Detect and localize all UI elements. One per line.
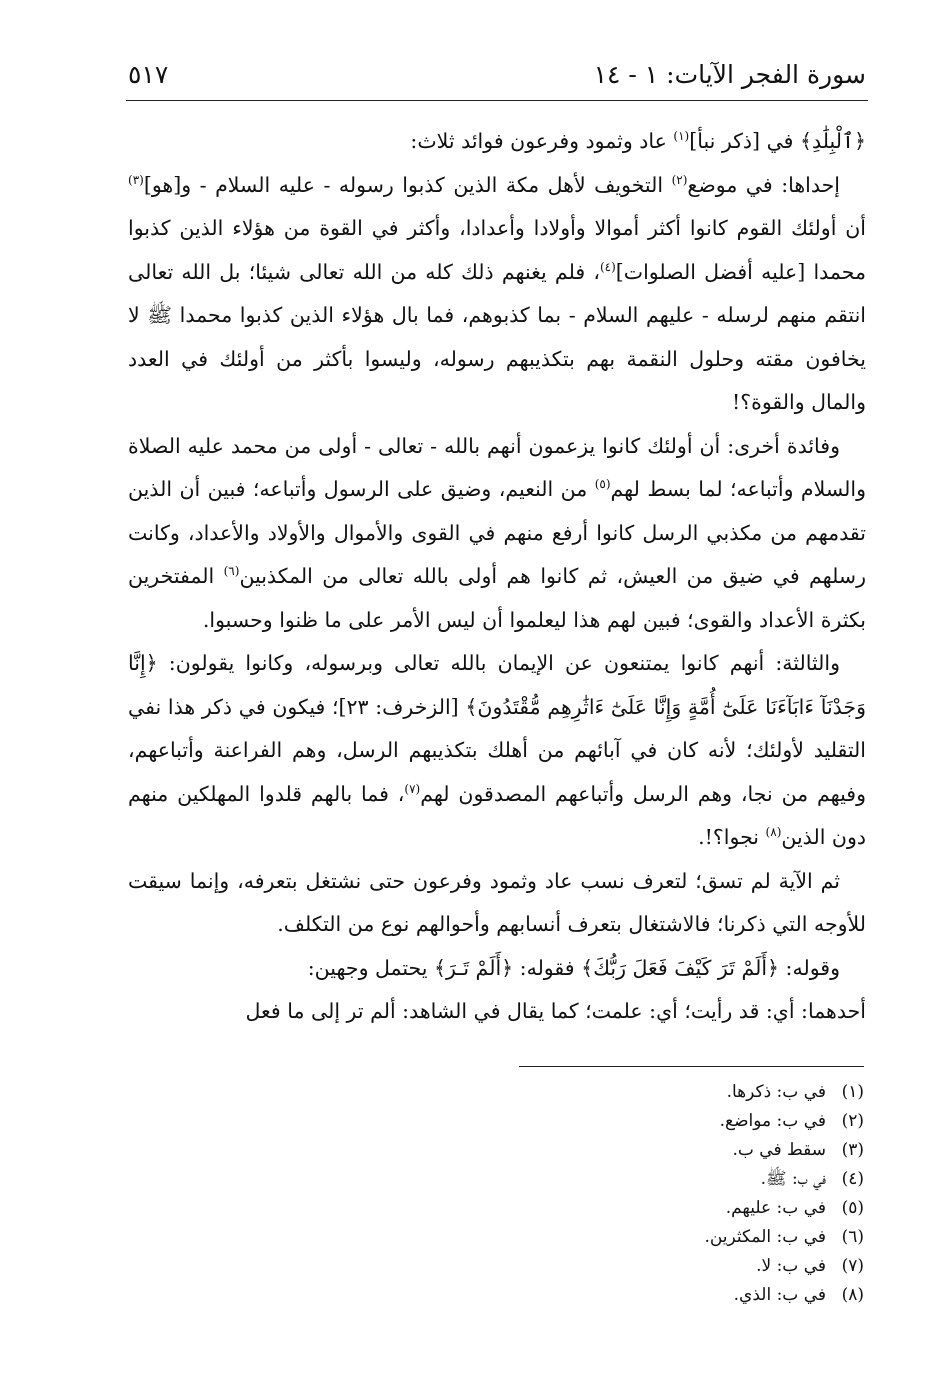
paragraph — [128, 120, 866, 164]
text-run: وفائدة أخرى: أن أولئك كانوا يزعمون أنهم بالله - تعالى - أولى من محمد عليه الصلاة والسلام وأتباعه؛ لما بسط لهم — [128, 433, 866, 501]
footnote-ref: (٧) — [404, 781, 421, 796]
paragraph — [128, 425, 866, 643]
text-run: التخويف لأهل مكة الذين كذبوا رسوله - عليه السلام - و[هو] — [143, 172, 672, 197]
footnote — [464, 1252, 864, 1281]
footnote-text: في ب: عليهم. — [725, 1198, 826, 1218]
footnote — [464, 1223, 864, 1252]
text-run: ، فما بالهم قلدوا المهلكين منهم دون الذين — [128, 781, 866, 849]
footnote-number: (٧) — [841, 1256, 864, 1276]
footnote-ref: (١) — [673, 129, 690, 144]
footnote-number: (٣) — [841, 1140, 864, 1160]
text-run: من النعيم، وضيق على الرسول وأتباعه؛ فبين أن الذين تقدمهم من مكذبي الرسل كانوا أرفع منهم في القوى والأموال والأولاد والأعداد، وكانت رسلهم في ضيق من العيش، ثم كانوا هم أولى بالله تعالى من المكذبين — [128, 477, 866, 588]
footnote-ref: (٤) — [599, 259, 616, 274]
footnote-number: (٤) — [841, 1169, 864, 1189]
text-run: المفتخرين بكثرة الأعداد والقوى؛ فبين لهم هذا ليعلموا أن ليس الأمر على ما ظنوا وحسبوا. — [128, 564, 866, 632]
footnotes — [464, 1078, 864, 1310]
footnote-ref: (٢) — [671, 172, 688, 187]
footnote — [464, 1281, 864, 1310]
footnote — [464, 1136, 864, 1165]
main-text — [128, 120, 866, 1034]
text-run: أحدهما: أي: قد رأيت؛ أي: علمت؛ كما يقال في الشاهد: ألم تر إلى ما فعل — [245, 999, 866, 1023]
footnote-text: سقط في ب. — [732, 1140, 826, 1160]
footnote-divider — [519, 1066, 864, 1067]
footnote-ref: (٦) — [223, 564, 240, 579]
page-number: ٥١٧ — [128, 60, 169, 89]
text-run: ، فلم يغنهم ذلك كله من الله تعالى شيئا؛ بل الله تعالى انتقم منهم لرسله - عليهم السلام - بما كذبوهم، فما بال هؤلاء الذين كذبوا محمدا ﷺ لا يخافون مقته وحلول النقمة بهم بتكذيبهم رسوله، وليسوا بأكثر من أولئك في العدد والمال والقوة؟! — [128, 259, 866, 414]
footnote — [464, 1078, 864, 1107]
text-run: وقوله: ﴿أَلَمْ تَرَ كَيْفَ فَعَلَ رَبُّكَ﴾ فقوله: ﴿أَلَمْ تَـرَ﴾ يحتمل وجهين: — [307, 955, 840, 980]
footnote-number: (٨) — [841, 1285, 864, 1305]
footnote-text: في ب: لا. — [756, 1256, 826, 1276]
text-run: ﴿ٱلْبِلَٰدِ﴾ في [ذكر نبأ] — [689, 129, 866, 153]
footnote — [464, 1194, 864, 1223]
footnote-number: (١) — [841, 1082, 864, 1102]
text-run: نجوا؟!. — [698, 825, 766, 849]
footnote-number: (٥) — [841, 1198, 864, 1218]
footnote — [464, 1107, 864, 1136]
page-header — [126, 58, 866, 98]
paragraph — [128, 164, 866, 425]
paragraph — [128, 990, 866, 1034]
footnote-ref: (٣) — [128, 172, 144, 187]
footnote-ref: (٥) — [594, 477, 611, 492]
text-run: ثم الآية لم تسق؛ لتعرف نسب عاد وثمود وفرعون حتى نشتغل بتعرفه، وإنما سيقت للأوجه التي ذكرنا؛ فالاشتغال بتعرف أنسابهم وأحوالهم نوع من التكلف. — [128, 868, 866, 936]
paragraph — [128, 947, 866, 991]
footnote-ref: (٨) — [765, 825, 782, 840]
footnote-number: (٦) — [841, 1227, 864, 1247]
text-run: أن أولئك القوم كانوا أكثر أموالا وأولادا وأعدادا، وأكثر في القوة من هؤلاء الذين كذبوا محمدا [عليه أفضل الصلوات] — [128, 216, 866, 284]
footnote-text: في ب: ذكرها. — [726, 1082, 826, 1102]
footnote-text: في ب: مواضع. — [719, 1111, 826, 1131]
footnote-number: (٢) — [841, 1111, 864, 1131]
text-run: عاد وثمود وفرعون فوائد ثلاث: — [410, 129, 674, 153]
text-run: إحداها: في موضع — [687, 172, 840, 197]
paragraph — [128, 642, 866, 860]
running-title: سورة الفجر الآيات: ١ - ١٤ — [593, 60, 866, 89]
footnote-text: في ب: ﷺ. — [760, 1169, 826, 1189]
footnote — [464, 1165, 864, 1194]
header-divider — [126, 100, 868, 101]
text-run: والثالثة: أنهم كانوا يمتنعون عن الإيمان بالله تعالى وبرسوله، وكانوا يقولون: ﴿إِنَّا وَجَدْنَآ ءَابَآءَنَا عَلَىٰٓ أُمَّةٍ وَإِنَّا عَلَىٰٓ ءَاثَٰرِهِم مُّقْتَدُونَ﴾ [الزخرف: ٢٣]؛ فيكون في ذكر هذا نفي التقليد لأولئك؛ لأنه كان في آبائهم من أهلك بتكذيبهم الرسل، وهم الفراعنة وأتباعهم، وفيهم من نجا، وهم الرسل وأتباعهم المصدقون لهم — [128, 651, 866, 806]
footnote-text: في ب: المكثرين. — [704, 1227, 826, 1247]
paragraph — [128, 860, 866, 947]
footnote-text: في ب: الذي. — [733, 1285, 826, 1305]
